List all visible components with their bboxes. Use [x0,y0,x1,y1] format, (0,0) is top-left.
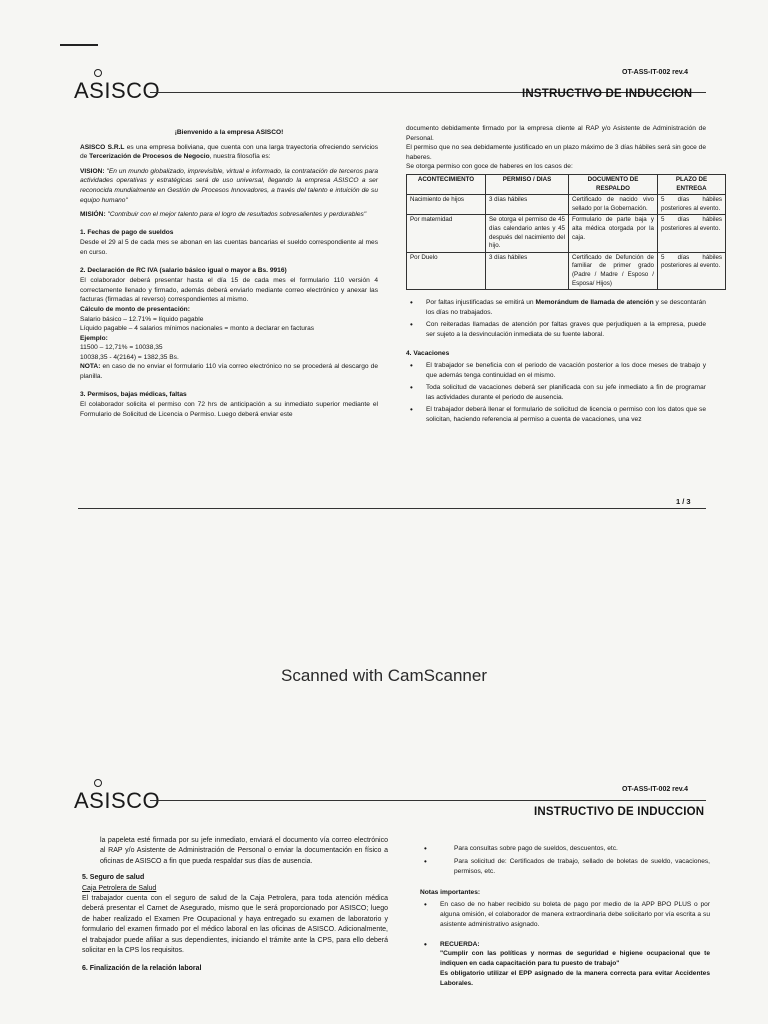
notes-title: Notas importantes: [420,889,481,897]
list-item: • Por faltas injustificadas se emitirá un Memorándum de llamada de atención y se descontarán los días no trabajados. [406,298,706,317]
table-row [407,215,726,252]
page1-left-column [80,128,378,424]
section5-text: El trabajador cuenta con el seguro de salud de la Caja Petrolera, para toda atención médica deberá presentar el Carnet de Asegurado, mismo que le será proporcionado por ASISCO; luego de haber realizado el Examen Pre Ocupacional y haya entregado su examen de laboratorio y formulario del examen firmado por el médico laboral en las oficinas de ASISCO. Adicionalmente, el trabajador puede afiliar a sus dependientes, iniciando el trámite ante la CPS, para ello deberá solicitar en la CPS los requisitos. [82,895,388,955]
welcome-heading: ¡Bienvenido a la empresa ASISCO! [174,129,284,136]
list-item: • En caso de no haber recibido su boleta de pago por medio de la APP BPO PLUS o por alguna omisión, el colaborador de manera extraordinaria debe solicitarlo por vía escrita a su asistente administrativo asignado. [420,900,710,929]
calc-line-2: Líquido pagable – 4 salarios mínimos nacionales = monto a declarar en facturas [80,325,315,333]
mision-paragraph: MISIÓN: "Contribuir con el mejor talento para el logro de resultados sobresalientes y perdurables" [80,211,367,219]
table-cell: Por Duelo [407,252,486,289]
col-header-document: DOCUMENTO DE RESPALDO [569,174,658,194]
section4-title: 4. Vacaciones [406,350,450,358]
list-item: • Para solicitud de: Certificados de trabajo, sellado de boletas de sueldo, vacaciones, permisos, etc. [420,857,710,877]
document-page-2 [0,730,768,1024]
doc-code: OT-ASS-IT-002 rev.4 [622,786,689,793]
page-number: 1 / 3 [676,497,691,506]
example-line-1: 11500 – 12,71% = 10038,35 [80,344,163,352]
page2-left-column [82,836,388,975]
doc-title: INSTRUCTIVO DE INDUCCION [534,806,705,818]
continuation-2: El permiso que no sea debidamente justificado en un plazo máximo de 3 días hábiles será sin goce de haberes. [406,144,706,161]
table-row [407,195,726,215]
section1-text: Desde el 29 al 5 de cada mes se abonan en las cuentas bancarias el sueldo correspondiente al mes en curso. [80,239,378,256]
table-cell: Se otorga el permiso de 45 días calendario antes y 45 después del nacimiento del hijo. [486,215,569,252]
section6-title: 6. Finalización de la relación laboral [82,965,202,973]
list-item: • El trabajador deberá llenar el formulario de solicitud de licencia o permiso con los datos que se solicitan, haciendo referencia al permiso a cuenta de vacaciones, una vez [406,405,706,424]
scan-mark [60,44,98,46]
table-row [407,252,726,289]
doc-code: OT-ASS-IT-002 rev.4 [622,69,689,76]
table-cell: 3 días hábiles [486,195,569,215]
list-item: • Toda solicitud de vacaciones deberá ser planificada con su jefe inmediato a fin de programar las actividades durante el periodo de ausencia. [406,383,706,402]
section3-text: El colaborador solicita el permiso con 72 hrs de anticipación a su inmediato superior mediante el Formulario de Solicitud de Licencia o Permiso. Luego deberá enviar este [80,401,378,418]
table-cell: Por maternidad [407,215,486,252]
asisco-logo: ASISCO [74,78,160,104]
logo-dot-icon [94,69,102,77]
example-title: Ejemplo: [80,334,108,342]
table-cell: 3 días hábiles [486,252,569,289]
footer-rule [78,508,706,509]
header-rule [150,800,706,801]
permissions-table [406,174,726,290]
section2-title: 2. Declaración de RC IVA (salario básico igual o mayor a Bs. 9916) [80,266,287,274]
continuation-paragraph: la papeleta esté firmada por su jefe inmediato, enviará el documento vía correo electrónico al RAP y/o Asistente de Administración de Personal o enviar la documentación en físico a oficinas de ASISCO a fin que pueda respaldar sus días de ausencia. [100,837,388,865]
calc-line-1: Salario básico – 12.71% = líquido pagable [80,315,204,323]
table-cell: 5 días hábiles posteriores al evento. [658,195,726,215]
list-item: • Con reiteradas llamadas de atención por faltas graves que perjudiquen a la empresa, puede ser sujeto a la desvinculación inmediata de su fuente laboral. [406,320,706,339]
camscanner-watermark: Scanned with CamScanner [280,666,487,685]
table-header-row [407,174,726,194]
list-item: • Para consultas sobre pago de sueldos, descuentos, etc. [420,844,710,854]
table-cell: 5 días hábiles posteriores al evento. [658,252,726,289]
remember-line-1: "Cumplir con las políticas y normas de seguridad e higiene ocupacional que te indiquen en cada capacitación para tu puesto de trabajo" [440,950,710,968]
section5-title: 5. Seguro de salud [82,874,145,882]
vision-paragraph: VISION: "En un mundo globalizado, imprevisible, virtual e informado, la contratación de terceros para actividades operativas y estratégicas será de uso universal, llegando la empresa ASISCO a ser reconocida mundialmente en Gestión de Procesos Innovadores, a través del talento e intuición de su equipo humano" [80,167,378,204]
table-cell: 5 días hábiles posteriores al evento. [658,215,726,252]
list-item: • El trabajador se beneficia con el periodo de vacación posterior a los doce meses de trabajo y que además tenga continuidad en el mismo. [406,361,706,380]
table-cell: Certificado de nacido vivo sellado por la Gobernación. [569,195,658,215]
page1-right-column [406,124,722,428]
logo-dot-icon [94,779,102,787]
continuation-1: documento debidamente firmado por la empresa cliente al RAP y/o Asistente de Administración de Personal. [406,125,706,142]
col-header-deadline: PLAZO DE ENTREGA [658,174,726,194]
col-header-days: PERMISO / DIAS [486,174,569,194]
col-header-event: ACONTECIMIENTO [407,174,486,194]
remember-title: • RECUERDA: [420,940,710,950]
section2-text: El colaborador deberá presentar hasta el día 15 de cada mes el formulario 110 versión 4 correctamente llenado y firmado, además deberá enviarlo mediante correo electrónico y anexar las facturas (firmadas al reverso) correspondientes al mismo. [80,277,378,304]
intro-paragraph: ASISCO S.R.L es una empresa boliviana, que cuenta con una larga trayectoria ofreciendo servicios de Tercerización de Procesos de Negocio, nuestra filosofía es: [80,143,378,161]
doc-title: INSTRUCTIVO DE INDUCCION [522,88,693,100]
continuation-3: Se otorga permiso con goce de haberes en los casos de: [406,163,573,171]
calc-title: Cálculo de monto de presentación: [80,305,190,313]
note-paragraph: NOTA: en caso de no enviar el formulario 110 vía correo electrónico no se procederá al descargo de planilla. [80,363,378,381]
asisco-logo: ASISCO [74,788,160,814]
section3-title: 3. Permisos, bajas médicas, faltas [80,390,187,398]
page2-right-column [420,844,710,989]
example-line-2: 10038,35 - 4(2164) = 1382,35 Bs. [80,353,179,361]
table-cell: Certificado de Defunción de familiar de primer grado (Padre / Madre / Esposo / Esposa/ Hijos) [569,252,658,289]
table-cell: Nacimiento de hijos [407,195,486,215]
section1-title: 1. Fechas de pago de sueldos [80,228,174,236]
remember-line-2: Es obligatorio utilizar el EPP asignado de la manera correcta para evitar Accidentes Laborales. [440,969,710,987]
table-cell: Formulario de parte baja y alta médica otorgada por la caja. [569,215,658,252]
section5-subtitle: Caja Petrolera de Salud [82,884,157,892]
